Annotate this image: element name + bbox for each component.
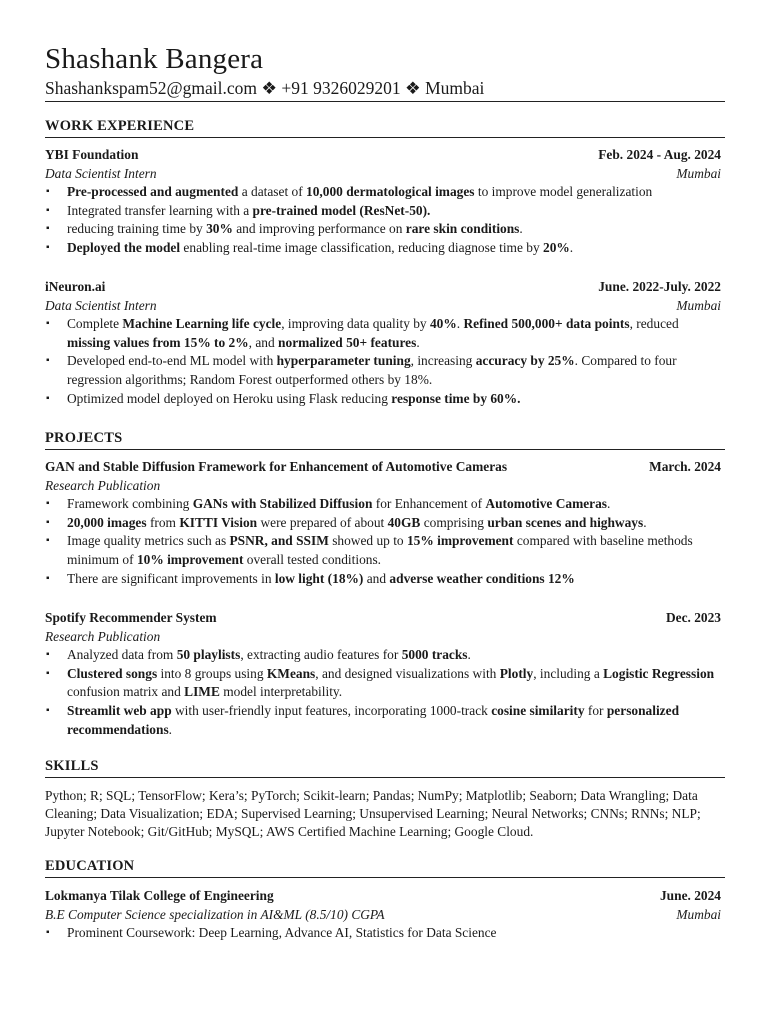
bold-text: 15% improvement xyxy=(406,533,514,549)
text-run: reducing training time by xyxy=(67,221,207,237)
bold-text: Deployed the model xyxy=(67,239,181,255)
text-run: . xyxy=(456,316,464,332)
section-divider xyxy=(45,137,725,138)
entry-title: Spotify Recommender System xyxy=(45,610,217,625)
entry-role: B.E Computer Science specialization in AI&ML (8.5/10) CGPA xyxy=(45,906,385,922)
bold-text: Machine Learning life cycle xyxy=(122,316,282,332)
section-title: WORK EXPERIENCE xyxy=(45,118,195,134)
bold-text: personalized recommendations xyxy=(67,702,680,737)
bullet-item xyxy=(45,924,721,943)
section-divider xyxy=(45,777,725,778)
entry-location: Mumbai xyxy=(676,165,721,181)
bullet-item xyxy=(45,183,721,202)
bold-text: KITTI Vision xyxy=(179,514,258,530)
entry-role: Research Publication xyxy=(45,477,161,493)
bold-text: 40% xyxy=(429,316,457,332)
entry-subheader-row xyxy=(45,297,721,316)
text-run: compared with baseline methods minimum of xyxy=(67,533,693,567)
text-run: Framework combining xyxy=(67,496,193,512)
text-run: and xyxy=(363,570,390,586)
skills-list: Python; R; SQL; TensorFlow; Kera’s; PyTorch; Scikit-learn; Pandas; NumPy; Matplotlib; Seaborn; Data Wrangling; Data Cleaning; Data Visualization; EDA; Supervised Learning; Unsupervised Learning; Neural Networks; CNNs; RNNs; NLP; Jupyter Notebook; Git/GitHub; MySQL; AWS Certified Machine Learning; Google Cloud. xyxy=(45,788,701,839)
entry-role: Data Scientist Intern xyxy=(45,165,157,181)
bold-text: adverse weather conditions 12% xyxy=(389,570,575,586)
text-run: Developed end-to-end ML model with xyxy=(67,353,277,369)
bold-text: 50 playlists xyxy=(176,647,241,663)
text-run: , including a xyxy=(533,665,604,681)
bullet-list xyxy=(45,646,721,739)
text-run: , reduced xyxy=(629,316,679,332)
bold-text: 5000 tracks xyxy=(401,647,468,663)
bullet-item xyxy=(45,315,721,352)
bold-text: GANs with Stabilized Diffusion xyxy=(192,496,373,512)
entry-title: iNeuron.ai xyxy=(45,279,106,294)
bullet-item xyxy=(45,646,721,665)
text-run: , extracting audio features for xyxy=(240,647,402,663)
section-skills xyxy=(45,757,725,778)
entry-header-row xyxy=(45,458,721,477)
entry-location: Mumbai xyxy=(676,297,721,313)
entry-subheader-row xyxy=(45,628,721,647)
text-run: showed up to xyxy=(328,533,407,549)
text-run: with user-friendly input features, incorporating 1000-track xyxy=(171,702,492,718)
work-entry xyxy=(45,146,721,258)
text-run: Integrated transfer learning with a xyxy=(67,202,253,218)
bullet-item xyxy=(45,514,721,533)
bullet-item xyxy=(45,570,721,589)
bold-text: pre-trained model (ResNet-50). xyxy=(252,202,431,218)
text-run: Analyzed data from xyxy=(67,647,177,663)
bold-text: Streamlit web app xyxy=(67,702,172,718)
entry-subheader-row xyxy=(45,906,721,925)
contact-line: Shashankspam52@gmail.com ❖ +91 9326029201 ❖ Mumbai xyxy=(45,78,485,98)
entry-date: Dec. 2023 xyxy=(665,610,721,625)
bullet-item xyxy=(45,665,721,702)
text-run: . xyxy=(467,647,471,663)
section-divider xyxy=(45,877,725,878)
project-entry xyxy=(45,609,721,739)
text-run: and improving performance on xyxy=(232,221,406,237)
text-run: Image quality metrics such as xyxy=(67,533,230,549)
section-divider xyxy=(45,449,725,450)
resume-name: Shashank Bangera xyxy=(45,43,264,75)
entry-date: June. 2022-July. 2022 xyxy=(598,279,721,294)
bullet-item xyxy=(45,532,721,569)
project-entry xyxy=(45,458,721,588)
entry-role: Data Scientist Intern xyxy=(45,297,157,313)
bold-text: LIME xyxy=(184,684,220,700)
entry-header-row xyxy=(45,887,721,906)
entry-subheader-row xyxy=(45,477,721,496)
text-run: enabling real-time image classification, reducing diagnose time by xyxy=(180,239,543,255)
text-run: . Compared to four regression algorithms; Random Forest outperformed others by 18%. xyxy=(67,353,677,387)
bold-text: Automotive Cameras xyxy=(485,496,608,512)
text-run: Complete xyxy=(67,316,123,332)
entry-title: GAN and Stable Diffusion Framework for Enhancement of Automotive Cameras xyxy=(45,459,508,474)
bold-text: Clustered songs xyxy=(67,665,158,681)
section-title: SKILLS xyxy=(45,758,99,774)
entry-title: Lokmanya Tilak College of Engineering xyxy=(45,888,274,903)
bullet-item xyxy=(45,239,721,258)
bold-text: hyperparameter tuning xyxy=(276,353,411,369)
text-run: confusion matrix and xyxy=(67,684,185,700)
bold-text: missing values from 15% to 2% xyxy=(67,334,249,350)
bold-text: 30% xyxy=(206,221,233,237)
text-run: There are significant improvements in xyxy=(67,570,275,586)
text-run: . xyxy=(519,221,523,237)
section-education xyxy=(45,857,725,878)
bold-text: accuracy by 25% xyxy=(475,353,575,369)
entry-header-row xyxy=(45,609,721,628)
entry-role: Research Publication xyxy=(45,628,161,644)
entry-title: YBI Foundation xyxy=(45,147,139,162)
bullet-list xyxy=(45,183,721,257)
text-run: model interpretability. xyxy=(219,684,343,700)
bold-text: Pre-processed and augmented xyxy=(67,184,239,200)
entry-subheader-row xyxy=(45,165,721,184)
text-run: . xyxy=(168,721,173,737)
text-run: a dataset of xyxy=(238,184,307,200)
bold-text: 20,000 images xyxy=(67,514,147,530)
text-run: . xyxy=(416,334,420,350)
education-entry xyxy=(45,887,721,943)
bold-text: urban scenes and highways xyxy=(487,514,644,530)
entry-header-row xyxy=(45,146,721,165)
text-run: from xyxy=(146,514,180,530)
text-run: Optimized model deployed on Heroku using Flask reducing xyxy=(67,390,392,406)
entry-header-row xyxy=(45,278,721,297)
bullet-item xyxy=(45,702,721,739)
bold-text: rare skin conditions xyxy=(405,221,520,237)
bullet-item xyxy=(45,390,721,409)
bold-text: Refined 500,000+ data points xyxy=(463,316,630,332)
bold-text: cosine similarity xyxy=(491,702,585,718)
bullet-item xyxy=(45,352,721,389)
bullet-list xyxy=(45,315,721,408)
work-entry xyxy=(45,278,721,408)
bold-text: KMeans xyxy=(266,665,316,681)
text-run: Prominent Coursework: Deep Learning, Advance AI, Statistics for Data Science xyxy=(67,925,497,941)
text-run: . xyxy=(607,496,611,512)
bold-text: Logistic Regression xyxy=(603,665,715,681)
bold-text: low light (18%) xyxy=(274,570,364,586)
text-run: comprising xyxy=(420,514,488,530)
section-work-experience xyxy=(45,117,725,138)
text-run: for Enhancement of xyxy=(372,496,486,512)
entry-date: Feb. 2024 - Aug. 2024 xyxy=(598,147,721,162)
text-run: into 8 groups using xyxy=(157,665,267,681)
text-run: , and designed visualizations with xyxy=(315,665,500,681)
section-projects xyxy=(45,429,725,450)
text-run: . xyxy=(569,239,574,255)
text-run: overall tested conditions. xyxy=(243,551,382,567)
section-title: EDUCATION xyxy=(45,858,135,874)
bullet-list xyxy=(45,924,721,943)
bold-text: 40GB xyxy=(387,514,421,530)
bullet-list xyxy=(45,495,721,588)
bold-text: PSNR, and SSIM xyxy=(229,533,329,549)
text-run: , and xyxy=(248,334,279,350)
bold-text: 10,000 dermatological images xyxy=(306,184,475,200)
entry-date: March. 2024 xyxy=(649,459,721,474)
bullet-item xyxy=(45,220,721,239)
header-divider xyxy=(45,101,725,102)
entry-location: Mumbai xyxy=(676,906,721,922)
text-run: , increasing xyxy=(410,353,476,369)
bold-text: response time by 60%. xyxy=(391,390,521,406)
bold-text: 20% xyxy=(543,239,570,255)
text-run: were prepared of about xyxy=(257,514,388,530)
entry-date: June. 2024 xyxy=(659,888,721,903)
text-run: to improve model generalization xyxy=(474,184,653,200)
bullet-item xyxy=(45,495,721,514)
bold-text: normalized 50+ features xyxy=(278,334,417,350)
text-run: . xyxy=(643,514,647,530)
bold-text: Plotly xyxy=(499,665,534,681)
text-run: for xyxy=(584,702,607,718)
text-run: , improving data quality by xyxy=(281,316,430,332)
bold-text: 10% improvement xyxy=(136,551,244,567)
bullet-item xyxy=(45,202,721,221)
section-title: PROJECTS xyxy=(45,430,123,446)
